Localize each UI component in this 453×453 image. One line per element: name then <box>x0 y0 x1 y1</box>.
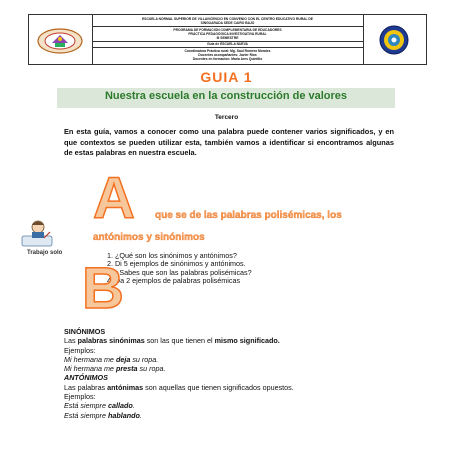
antonyms-definition: Las palabras antónimas son aquellas que tienen significados opuestos. <box>64 382 294 392</box>
child-writing-icon <box>20 218 56 250</box>
header-program-line3: III SEMESTRE <box>216 36 239 40</box>
synonym-example-1: Mi hermana me deja su ropa. <box>64 354 159 364</box>
list-item: 4. Da 2 ejemplos de palabras polisémicas <box>107 276 241 286</box>
grade-label: Tercero <box>214 114 239 121</box>
examples-label-2: Ejemplos: <box>64 392 96 402</box>
header-program-line1: PROGRAMA DE FORMACIÓN COMPLEMENTARIA DE EDUCADORES <box>173 28 282 32</box>
intro-paragraph: En esta guía, vamos a conocer como una palabra puede contener varios significados, y en que contextos se pueden utilizar esta, también vamos a identificar si encontramos algunas de estas palabras en nuestra escuela. <box>64 127 394 157</box>
list-item: 1. ¿Qué son los sinónimos y antónimos? <box>107 251 237 260</box>
guide-title: GUIA 1 <box>200 69 253 85</box>
header-trainee: Docentes en formación: María Ares Quintillo <box>192 57 263 61</box>
work-alone-label: Trabajo solo <box>27 250 63 256</box>
header-school-line1: ESCUELA NORMAL SUPERIOR DE VILLAVICENCIO EN CONVENIO CON EL CENTRO EDUCATIVO RURAL DE <box>142 17 313 21</box>
header-coordinator: Coordinadora Práctica rural: Mg. Saul Romero Morales <box>184 49 271 53</box>
section-b-letter: B <box>82 256 124 321</box>
header-guide-name: Guía de ESCUELA NUEVA <box>207 42 248 46</box>
section-a-heading-line1: que se de las palabras polisémicas, los <box>155 210 342 221</box>
synonyms-title: SINÓNIMOS <box>64 327 106 336</box>
header-center-cell <box>92 15 364 64</box>
list-item: 2. Di 5 ejemplos de sinónimos y antónimos. <box>107 259 246 269</box>
examples-label: Ejemplos: <box>64 345 96 355</box>
section-a-heading-line2: antónimos y sinónimos <box>93 232 205 243</box>
antonym-example-2: Está siempre hablando. <box>64 410 142 420</box>
section-a-letter: A <box>93 166 135 231</box>
question-list <box>107 252 337 286</box>
antonym-example-1: Está siempre callado. <box>64 401 135 411</box>
synonym-example-2: Mi hermana me presta su ropa. <box>64 364 166 374</box>
header-table <box>28 14 427 65</box>
header-teachers: Docentes acompañantes: Javier Ríos <box>198 53 257 57</box>
header-school-line2: SINGUARADA SEDE CAIRO BAJO <box>200 21 255 25</box>
synonyms-definition: Las palabras sinónimas son las que tienen el mismo significado. <box>64 336 280 346</box>
university-seal-icon <box>379 25 409 55</box>
definitions-block <box>64 327 394 420</box>
header-left-cell <box>29 15 93 64</box>
banner-text: Nuestra escuela en la construcción de valores <box>104 90 348 102</box>
list-item: 3. ¿Sabes que son las palabras polisémicas? <box>107 267 252 277</box>
school-crest-icon <box>36 27 84 55</box>
antonyms-title: ANTÓNIMOS <box>64 373 108 383</box>
header-right-cell <box>363 15 426 64</box>
header-program-line2: PRÁCTICA PEDAGÓGICA INVESTIGATIVA RURAL <box>188 32 267 36</box>
